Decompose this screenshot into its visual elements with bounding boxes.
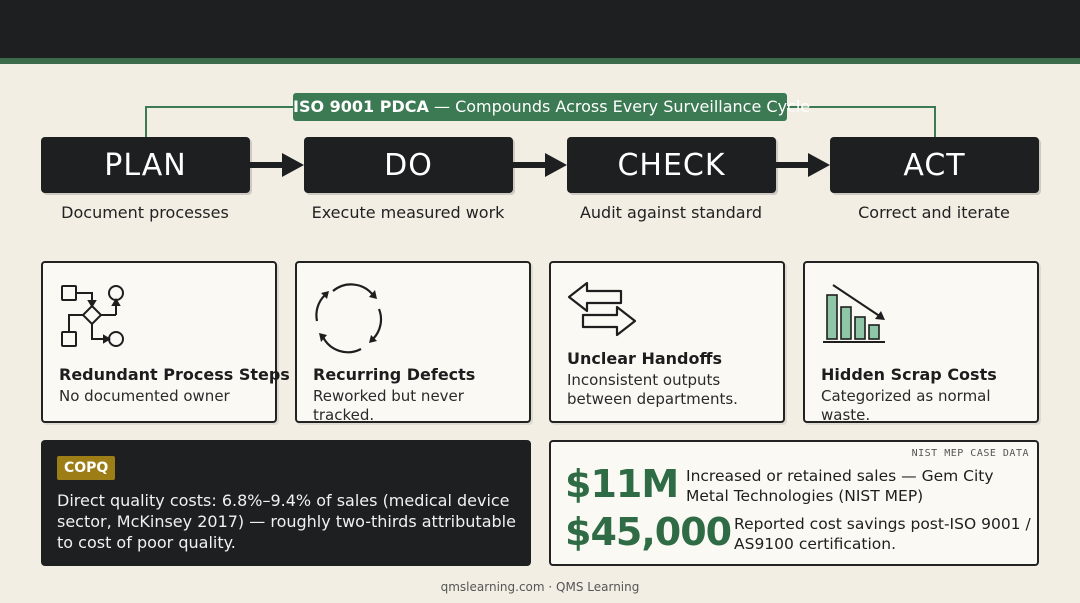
card-description: Inconsistent outputs between departments. xyxy=(567,371,738,408)
arrow-right-icon xyxy=(250,153,304,177)
step-plan-caption: Document processes xyxy=(61,203,229,222)
step-act-caption: Correct and iterate xyxy=(858,203,1010,222)
nist-panel-label: NIST MEP CASE DATA xyxy=(911,448,1029,459)
nist-case-panel xyxy=(549,440,1039,566)
step-do-caption: Execute measured work xyxy=(311,203,505,222)
arrow-right-icon xyxy=(776,153,830,177)
step-check: CHECK xyxy=(567,137,776,193)
step-check-caption: Audit against standard xyxy=(579,203,763,222)
step-plan: PLAN xyxy=(41,137,250,193)
stat-text-sales: Increased or retained sales — Gem City Metal Technologies (NIST MEP) xyxy=(686,467,994,505)
banner-title-bold: ISO 9001 PDCA xyxy=(293,97,429,116)
banner-title-rest: — Compounds Across Every Surveillance Cycle xyxy=(428,97,811,116)
stat-value-sales: $11M xyxy=(565,462,679,506)
card-description: Categorized as normal waste. xyxy=(821,387,991,424)
step-do: DO xyxy=(304,137,513,193)
card-title: Redundant Process Steps xyxy=(59,365,290,384)
copq-panel xyxy=(41,440,531,566)
card-description: No documented owner xyxy=(59,387,230,405)
stat-value-savings: $45,000 xyxy=(565,510,732,554)
card-title: Unclear Handoffs xyxy=(567,349,722,368)
footer-credit: qmslearning.com · QMS Learning xyxy=(440,580,640,594)
cycle-loop-line-left xyxy=(145,106,295,137)
card-hidden-scrap xyxy=(803,261,1039,423)
header-accent-stripe xyxy=(0,58,1080,64)
top-header-bar xyxy=(0,0,1080,58)
arrow-right-icon xyxy=(513,153,567,177)
stat-text-savings: Reported cost savings post-ISO 9001 / AS9100 certification. xyxy=(734,515,1031,553)
card-description: Reworked but never tracked. xyxy=(313,387,464,424)
cycle-arrows-icon xyxy=(311,277,391,357)
process-flow-icon xyxy=(57,277,147,357)
card-redundant-steps xyxy=(41,261,290,423)
card-unclear-handoffs xyxy=(549,261,785,423)
card-title: Recurring Defects xyxy=(313,365,476,384)
card-title: Hidden Scrap Costs xyxy=(821,365,997,384)
copq-badge: COPQ xyxy=(57,456,115,480)
declining-bars-icon xyxy=(819,277,899,347)
pdca-banner xyxy=(293,93,811,121)
copq-text: Direct quality costs: 6.8%–9.4% of sales (medical device sector, McKinsey 2017) — roughly two-thirds attributable to cost of poor quality. xyxy=(57,491,516,552)
exchange-arrows-icon xyxy=(565,277,645,347)
step-act: ACT xyxy=(830,137,1039,193)
card-recurring-defects xyxy=(295,261,531,423)
